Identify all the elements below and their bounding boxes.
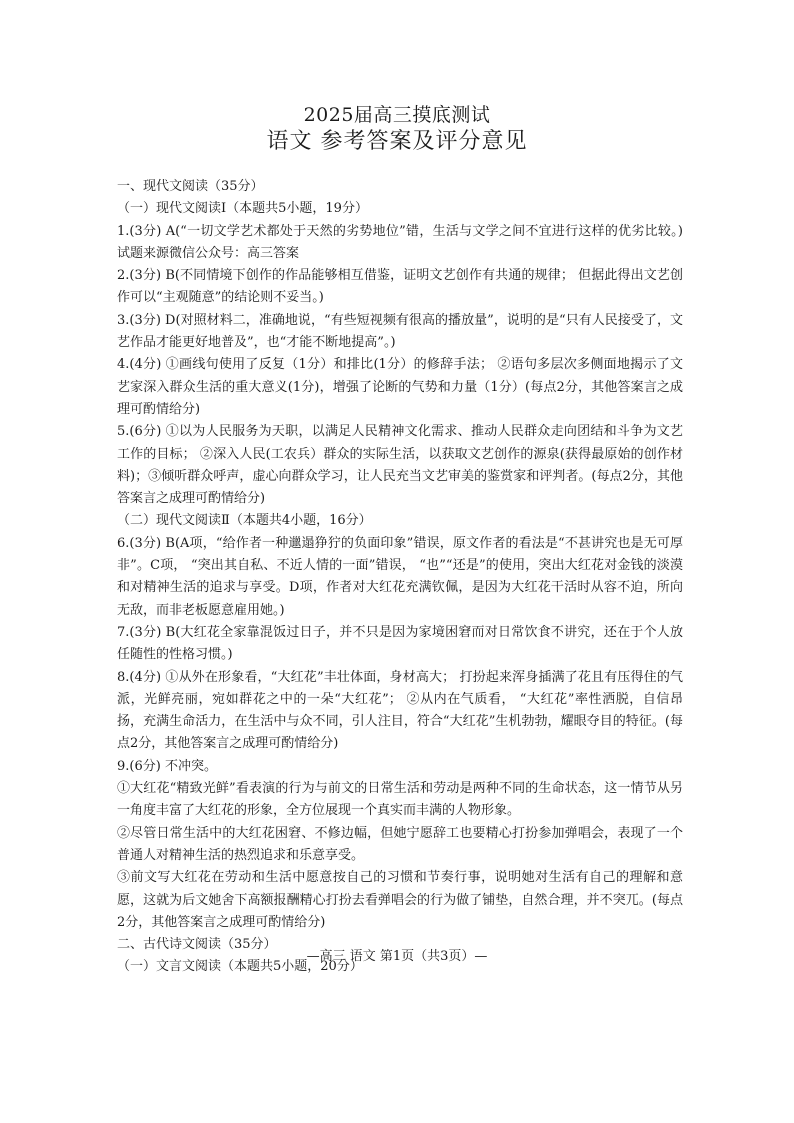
answer-q9-point-1: ①大红花“精致光鲜”看表演的行为与前文的日常生活和劳动是两种不同的生命状态，这一情节从另一角度丰富了大红花的形象，全方位展现一个真实而丰满的人物形象。 [117,781,683,819]
answer-q1: 1.(3分) A(“一切文学艺术都处于天然的劣势地位”错，生活与文学之间不宜进行这样的优劣比较。)试题来源微信公众号：高三答案 [117,223,683,261]
answer-q7: 7.(3分) B(大红花全家靠混饭过日子，并不只是因为家境困窘而对日常饮食不讲究，还在于个人放任随性的性格习惯。) [117,624,683,663]
answer-q5: 5.(6分) ①以为人民服务为天职，以满足人民精神文化需求、推动人民群众走向团结和斗争为文艺工作的目标； ②深入人民(工农兵）群众的实际生活，以获取文艺创作的源泉(获得最原始的创作材料)；③倾听群众呼声，虚心向群众学习，让人民充当文艺审美的鉴赏家和评判者。(每点2分，其他答案言之成理可酌情给分) [117,424,683,507]
exam-title: 2025届高三摸底测试 [303,104,491,126]
answer-q9-point-3: ③前文写大红花在劳动和生活中愿意按自己的习惯和节奏行事，说明她对生活有自己的理解和意愿，这就为后文她舍下高额报酬精心打扮去看弹唱会的行为做了铺垫，自然合理，并不突兀。(每点2分，其他答案言之成理可酌情给分) [117,870,683,930]
subsection-heading: （一）现代文阅读Ⅰ（本题共5小题，19分） [117,201,368,217]
answer-q9: 9.(6分) 不冲突。 [117,758,217,774]
answer-q4: 4.(4分) ①画线句使用了反复（1分）和排比(1分）的修辞手法； ②语句多层次多侧面地揭示了文艺家深入群众生活的重大意义(1分)，增强了论断的气势和力量（1分）(每点2分，其他答案言之成理可酌情给分) [117,357,683,417]
answer-content [117,176,683,979]
answer-q2: 2.(3分) B(不同情境下创作的作品能够相互借鉴，证明文艺创作有共通的规律； 但据此得出文艺创作可以“主观随意”的结论则不妥当。) [117,268,683,306]
answer-q3: 3.(3分) D(对照材料二，准确地说，“有些短视频有很高的播放量”，说明的是“只有人民接受了，文艺作品才能更好地普及”，也“才能不断地提高”。) [117,312,683,351]
answer-q8: 8.(4分) ①从外在形象看，“大红花”丰壮体面，身材高大； 打扮起来浑身插满了花且有压得住的气派，光鲜亮丽，宛如群花之中的一朵“大红花”； ②从内在气质看， “大红花”率性洒脱，自信昂扬，充满生命活力，在生活中与众不同，引人注目，符合“大红花”生机勃勃，耀眼夺目的特征。(每点2分，其他答案言之成理可酌情给分) [117,669,683,752]
answer-q9-point-2: ②尽管日常生活中的大红花困窘、不修边幅，但她宁愿辞工也要精心打扮参加弹唱会，表现了一个普通人对精神生活的热烈追求和乐意享受。 [117,825,683,863]
section-heading: 一、现代文阅读（35分） [117,179,264,194]
section-heading: 二、古代诗文阅读（35分） [117,937,277,953]
answer-q6: 6.(3分) B(A项，“给作者一种邋遢狰狞的负面印象”错误，原文作者的看法是“不甚讲究也是无可厚非”。C项， “突出其自私、不近人情的一面”错误， “也”“还是”的使用，突出大红花对金钱的淡漠和对精神生活的追求与享受。D项，作者对大红花充满钦佩，是因为大红花干活时从容不迫，所向无敌，而非老板愿意雇用她。) [117,535,683,618]
page-footer: —高三 语文 第1页（共3页）— [306,949,488,964]
subsection-heading: （一）文言文阅读（本题共5小题，20分） [117,959,363,975]
exam-subtitle: 语文 参考答案及评分意见 [266,129,528,154]
subsection-heading: （二）现代文阅读Ⅱ（本题共4小题，16分） [117,513,372,529]
